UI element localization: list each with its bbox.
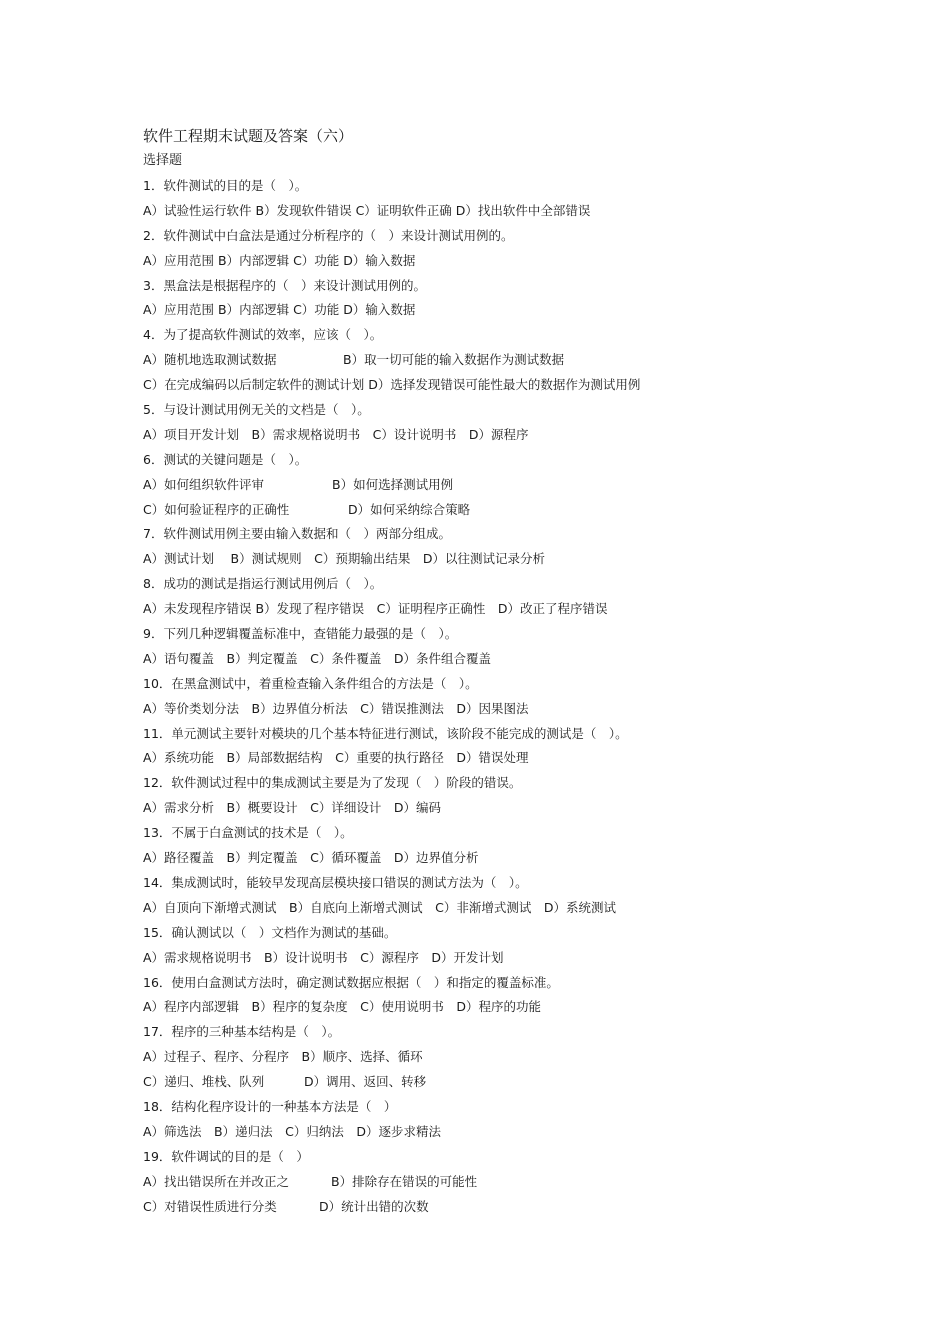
option-line: A）过程子、程序、分程序 B）顺序、选择、循环 — [143, 1049, 423, 1065]
option-line: A）等价类划分法 B）边界值分析法 C）错误推测法 D）因果图法 — [143, 700, 529, 716]
question-line: 14．集成测试时，能较早发现高层模块接口错误的测试方法为（ ）。 — [143, 874, 528, 890]
option-line — [143, 498, 843, 523]
option-line: A）测试计划 B）测试规则 C）预期输出结果 D）以往测试记录分析 — [143, 551, 545, 567]
option-line: A）项目开发计划 B）需求规格说明书 C）设计说明书 D）源程序 — [143, 426, 529, 442]
question-line: 3．黑盒法是根据程序的（ ）来设计测试用例的。 — [143, 277, 426, 293]
option-text: A）找出错误所在并改正之 — [143, 1173, 290, 1189]
option-text: B）如何选择测试用例 — [332, 476, 454, 492]
question-line: 1．软件测试的目的是（ ）。 — [143, 178, 308, 193]
option-line: A）系统功能 B）局部数据结构 C）重要的执行路径 D）错误处理 — [143, 750, 529, 766]
option-line: A）自顶向下渐增式测试 B）自底向上渐增式测试 C）非渐增式测试 D）系统测试 — [143, 899, 616, 915]
option-line — [143, 473, 843, 498]
question-line: 5．与设计测试用例无关的文档是（ ）。 — [143, 402, 370, 418]
option-text: B）取一切可能的输入数据作为测试数据 — [343, 352, 565, 368]
question-line: 7．软件测试用例主要由输入数据和（ ）两部分组成。 — [143, 526, 451, 542]
section-heading: 选择题 — [143, 153, 183, 168]
option-line — [143, 1195, 843, 1220]
question-line: 9．下列几种逻辑覆盖标准中，查错能力最强的是（ ）。 — [143, 626, 458, 642]
option-line: A）需求分析 B）概要设计 C）详细设计 D）编码 — [143, 800, 441, 816]
option-line: A）程序内部逻辑 B）程序的复杂度 C）使用说明书 D）程序的功能 — [143, 999, 541, 1015]
question-line: 18．结构化程序设计的一种基本方法是（ ） — [143, 1098, 397, 1114]
option-line: A）路径覆盖 B）判定覆盖 C）循环覆盖 D）边界值分析 — [143, 850, 479, 866]
question-list — [143, 174, 843, 1219]
option-text: D）调用、返回、转移 — [304, 1074, 427, 1090]
option-line: C）在完成编码以后制定软件的测试计划 D）选择发现错误可能性最大的数据作为测试用例 — [143, 377, 641, 393]
option-line: A）需求规格说明书 B）设计说明书 C）源程序 D）开发计划 — [143, 949, 504, 965]
option-line — [143, 348, 843, 373]
question-line: 17．程序的三种基本结构是（ ）。 — [143, 1024, 341, 1040]
option-line: A）语句覆盖 B）判定覆盖 C）条件覆盖 D）条件组合覆盖 — [143, 650, 491, 666]
question-line: 2．软件测试中白盒法是通过分析程序的（ ）来设计测试用例的。 — [143, 227, 514, 243]
question-line: 12．软件测试过程中的集成测试主要是为了发现（ ）阶段的错误。 — [143, 775, 522, 791]
option-text: B）排除存在错误的可能性 — [331, 1173, 478, 1189]
question-line: 16．使用白盒测试方法时，确定测试数据应根据（ ）和指定的覆盖标准。 — [143, 974, 559, 990]
option-line — [143, 1170, 843, 1195]
question-line: 4．为了提高软件测试的效率，应该（ ）。 — [143, 327, 383, 343]
question-line: 19．软件调试的目的是（ ） — [143, 1148, 309, 1164]
question-line: 10．在黑盒测试中，着重检查输入条件组合的方法是（ ）。 — [143, 675, 478, 691]
question-line: 13．不属于白盒测试的技术是（ ）。 — [143, 825, 353, 841]
question-line: 11．单元测试主要针对模块的几个基本特征进行测试，该阶段不能完成的测试是（ ）。 — [143, 725, 628, 741]
option-line: A）应用范围 B）内部逻辑 C）功能 D）输入数据 — [143, 302, 416, 318]
option-text: D）统计出错的次数 — [319, 1198, 429, 1214]
option-line: A）试验性运行软件 B）发现软件错误 C）证明软件正确 D）找出软件中全部错误 — [143, 202, 591, 218]
option-text: A）如何组织软件评审 — [143, 476, 265, 492]
option-text: C）如何验证程序的正确性 — [143, 501, 290, 517]
question-line: 6．测试的关键问题是（ ）。 — [143, 451, 308, 467]
option-line — [143, 1070, 843, 1095]
option-line: A）未发现程序错误 B）发现了程序错误 C）证明程序正确性 D）改正了程序错误 — [143, 601, 608, 617]
option-text: C）对错误性质进行分类 — [143, 1198, 277, 1214]
question-line: 15．确认测试以（ ）文档作为测试的基础。 — [143, 924, 397, 940]
option-line: A）筛选法 B）递归法 C）归纳法 D）逐步求精法 — [143, 1123, 441, 1139]
document-title: 软件工程期末试题及答案（六） — [143, 127, 354, 145]
option-line: A）应用范围 B）内部逻辑 C）功能 D）输入数据 — [143, 252, 416, 268]
document-body — [143, 126, 843, 1219]
option-text: D）如何采纳综合策略 — [348, 501, 471, 517]
option-text: A）随机地选取测试数据 — [143, 352, 277, 368]
question-line: 8．成功的测试是指运行测试用例后（ ）。 — [143, 576, 383, 592]
option-text: C）递归、堆栈、队列 — [143, 1074, 265, 1090]
